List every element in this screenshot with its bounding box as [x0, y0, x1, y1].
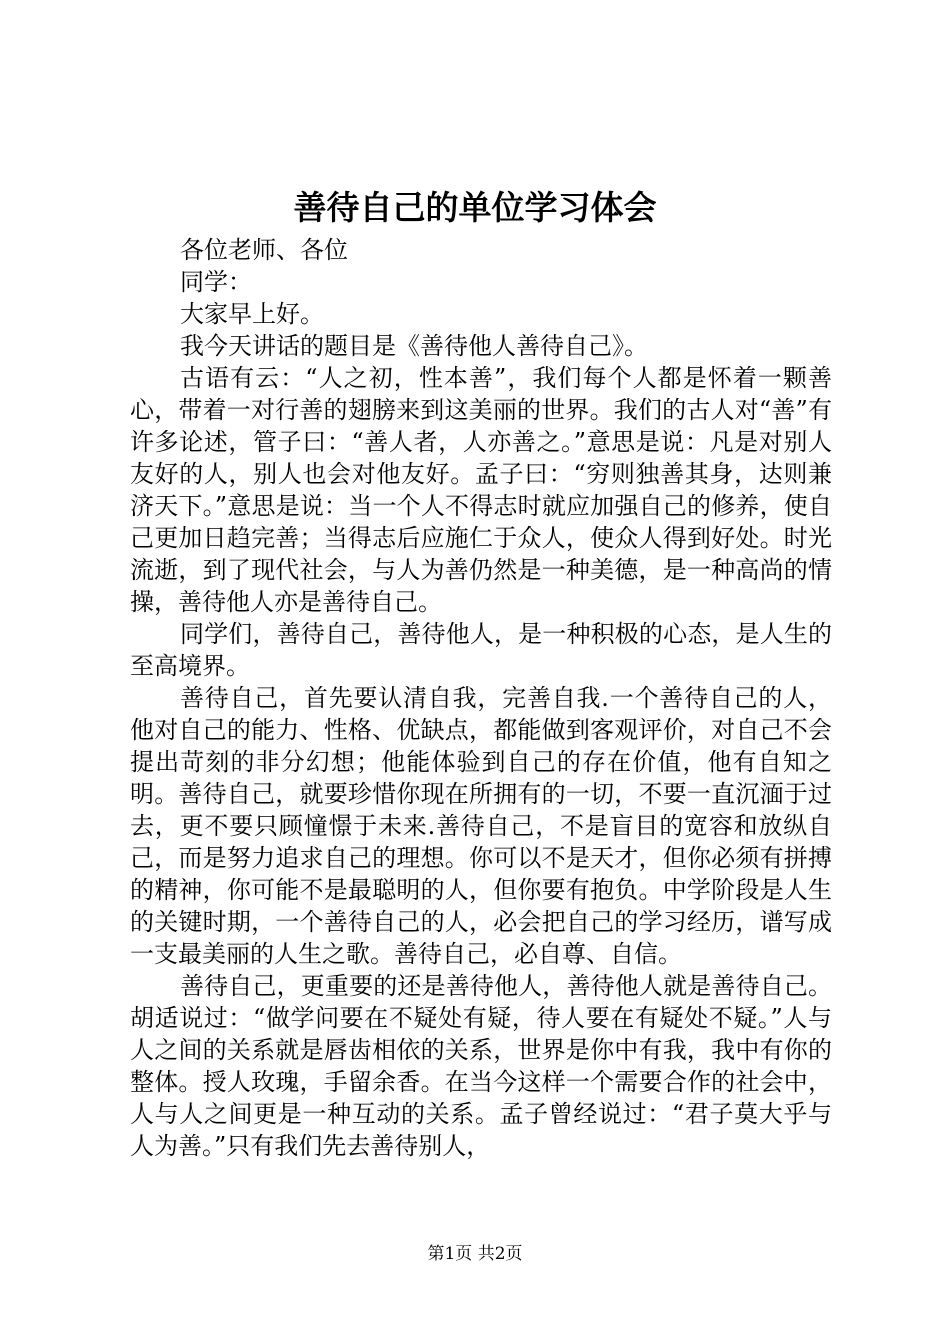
paragraph-greeting-1: 各位老师、各位: [180, 236, 348, 264]
paragraph-topic: 我今天讲话的题目是《善待他人善待自己》。: [180, 332, 648, 360]
paragraph-treat-others: 善待自己，更重要的还是善待他人，善待他人就是善待自己。胡适说过：“做学问要在不疑处有疑，待人要在有疑处不疑。”人与人之间的关系就是唇齿相依的关系，世界是你中有我，我中有你的整体。授人玫瑰，手留余香。在当今这样一个需要合作的社会中，人与人之间更是一种互动的关系。孟子曾经说过：“君子莫大乎与人为善。”只有我们先去善待别人，: [130, 972, 832, 1160]
page-footer: 第1页 共2页: [427, 1244, 523, 1264]
document-body: [130, 234, 832, 1162]
paragraph-ancient-sayings: 古语有云：“人之初，性本善”，我们每个人都是怀着一颗善心，带着一对行善的翅膀来到这美丽的世界。我们的古人对“善”有许多论述，管子曰：“善人者，人亦善之。”意思是说：凡是对别人友好的人，别人也会对他友好。孟子曰：“穷则独善其身，达则兼济天下。”意思是说：当一个人不得志时就应加强自己的修养，使自己更加日趋完善；当得志后应施仁于众人，使众人得到好处。时光流逝，到了现代社会，与人为善仍然是一种美德，是一种高尚的情操，善待他人亦是善待自己。: [130, 364, 832, 616]
paragraph-greeting-3: 大家早上好。: [180, 300, 324, 328]
document-title: 善待自己的单位学习体会: [293, 188, 657, 227]
paragraph-attitude: 同学们，善待自己，善待他人，是一种积极的心态，是人生的至高境界。: [130, 620, 832, 680]
paragraph-treat-self: 善待自己，首先要认清自我，完善自我.一个善待自己的人，他对自己的能力、性格、优缺点，都能做到客观评价，对自己不会提出苛刻的非分幻想；他能体验到自己的存在价值，他有自知之明。善待自己，就要珍惜你现在所拥有的一切，不要一直沉湎于过去，更不要只顾憧憬于未来.善待自己，不是盲目的宽容和放纵自己，而是努力追求自己的理想。你可以不是天才，但你必须有拼搏的精神，你可能不是最聪明的人，但你要有抱负。中学阶段是人生的关键时期，一个善待自己的人，必会把自己的学习经历，谱写成一支最美丽的人生之歌。善待自己，必自尊、自信。: [130, 684, 832, 968]
paragraph-greeting-2: 同学：: [180, 268, 252, 296]
